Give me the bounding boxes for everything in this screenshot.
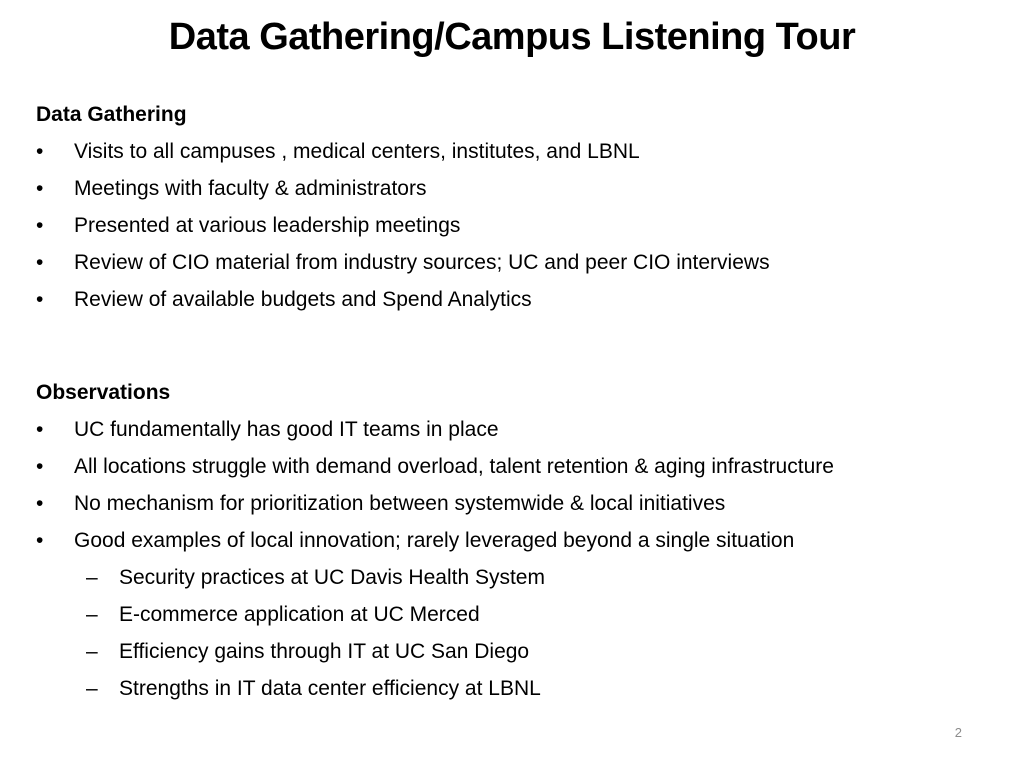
slide-title: Data Gathering/Campus Listening Tour — [168, 16, 856, 58]
dash-marker: – — [86, 677, 98, 700]
sub-list-item — [36, 565, 996, 591]
bullet-marker: • — [36, 177, 44, 200]
sub-list-item-text: Strengths in IT data center efficiency at LBNL — [119, 677, 541, 700]
sub-list-item — [36, 602, 996, 628]
bullet-marker: • — [36, 251, 44, 274]
dash-marker: – — [86, 603, 98, 626]
bullet-marker: • — [36, 492, 44, 515]
list-item-text: All locations struggle with demand overload, talent retention & aging infrastructure — [74, 455, 834, 478]
list-item — [36, 213, 996, 239]
sub-list-item-text: E-commerce application at UC Merced — [119, 603, 480, 626]
bullet-marker: • — [36, 418, 44, 441]
list-item-text: Presented at various leadership meetings — [74, 214, 461, 237]
list-item — [36, 417, 996, 443]
list-item — [36, 176, 996, 202]
list-item-text: No mechanism for prioritization between systemwide & local initiatives — [74, 492, 726, 515]
list-item-text: Meetings with faculty & administrators — [74, 177, 427, 200]
sub-list-item — [36, 639, 996, 665]
list-item — [36, 491, 996, 517]
list-item — [36, 287, 996, 313]
list-item-text: Good examples of local innovation; rarely leveraged beyond a single situation — [74, 529, 795, 552]
page-number: 2 — [954, 725, 962, 740]
sub-list-item-text: Security practices at UC Davis Health System — [119, 566, 545, 589]
bullet-marker: • — [36, 288, 44, 311]
examples-sub-list — [36, 565, 996, 702]
data-gathering-heading: Data Gathering — [36, 103, 187, 126]
list-item-text: Review of available budgets and Spend Analytics — [74, 288, 532, 311]
list-item-text: UC fundamentally has good IT teams in place — [74, 418, 499, 441]
bullet-marker: • — [36, 140, 44, 163]
data-gathering-list — [36, 139, 996, 313]
data-gathering-section — [36, 102, 996, 324]
list-item — [36, 250, 996, 276]
bullet-marker: • — [36, 455, 44, 478]
sub-list-item-text: Efficiency gains through IT at UC San Diego — [119, 640, 530, 663]
list-item — [36, 139, 996, 165]
observations-heading: Observations — [36, 381, 171, 404]
bullet-marker: • — [36, 529, 44, 552]
dash-marker: – — [86, 640, 98, 663]
list-item — [36, 528, 996, 554]
sub-list-item — [36, 676, 996, 702]
list-item-text: Review of CIO material from industry sources; UC and peer CIO interviews — [74, 251, 770, 274]
bullet-marker: • — [36, 214, 44, 237]
list-item — [36, 454, 996, 480]
dash-marker: – — [86, 566, 98, 589]
observations-list — [36, 417, 996, 554]
list-item-text: Visits to all campuses , medical centers, institutes, and LBNL — [74, 140, 640, 163]
observations-section — [36, 380, 996, 713]
